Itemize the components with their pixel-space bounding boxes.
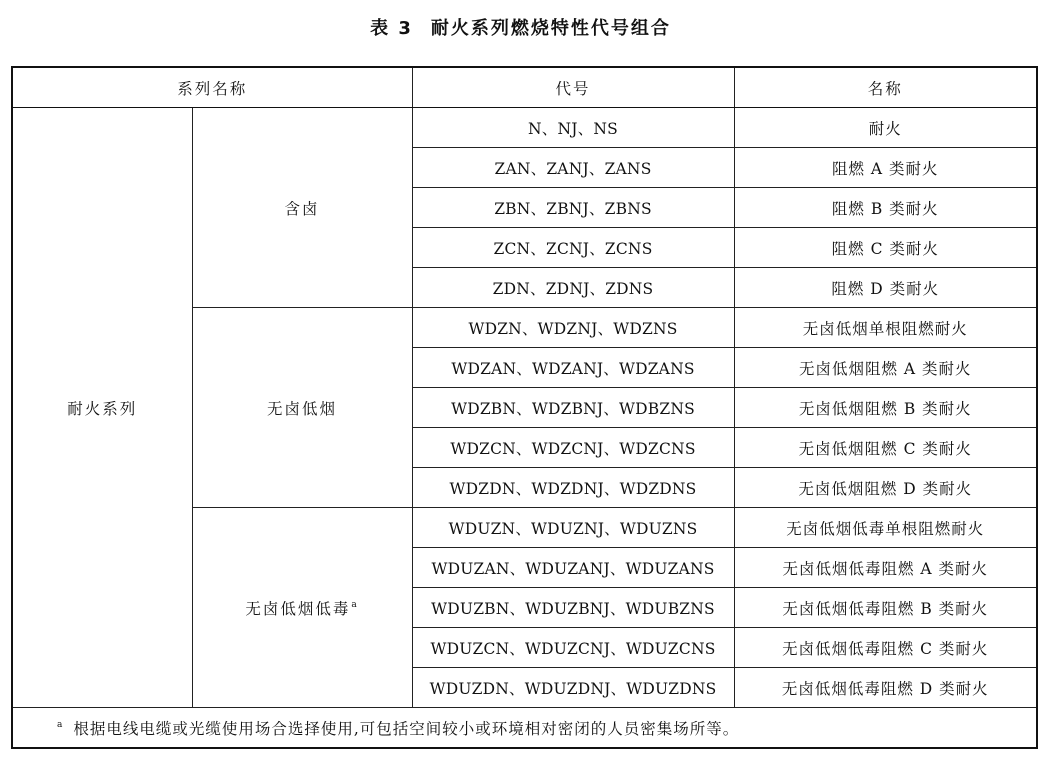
name-cell: 无卤低烟单根阻燃耐火	[734, 308, 1037, 348]
code-cell: ZDN、ZDNJ、ZDNS	[412, 268, 734, 308]
table-header-row	[12, 67, 1037, 108]
code-cell: WDZDN、WDZDNJ、WDZDNS	[412, 468, 734, 508]
header-series-name: 系列名称	[12, 67, 412, 108]
table-title	[0, 14, 1041, 40]
code-cell: WDZAN、WDZANJ、WDZANS	[412, 348, 734, 388]
code-cell: ZBN、ZBNJ、ZBNS	[412, 188, 734, 228]
code-cell: WDZN、WDZNJ、WDZNS	[412, 308, 734, 348]
code-cell: WDUZBN、WDUZBNJ、WDUBZNS	[412, 588, 734, 628]
footnote-marker: a	[351, 600, 359, 611]
group-cell	[192, 508, 412, 708]
code-cell: ZCN、ZCNJ、ZCNS	[412, 228, 734, 268]
group-cell	[192, 108, 412, 308]
header-code: 代号	[412, 67, 734, 108]
group-label: 无卤低烟低毒	[245, 599, 351, 618]
name-cell: 无卤低烟阻燃 A 类耐火	[734, 348, 1037, 388]
name-cell: 无卤低烟阻燃 D 类耐火	[734, 468, 1037, 508]
table-caption: 耐火系列燃烧特性代号组合	[430, 18, 671, 39]
footnote-cell	[12, 708, 1037, 749]
name-cell: 无卤低烟阻燃 C 类耐火	[734, 428, 1037, 468]
name-cell: 无卤低烟低毒阻燃 C 类耐火	[734, 628, 1037, 668]
name-cell: 阻燃 D 类耐火	[734, 268, 1037, 308]
name-cell: 无卤低烟低毒阻燃 A 类耐火	[734, 548, 1037, 588]
name-cell: 阻燃 A 类耐火	[734, 148, 1037, 188]
group-label: 无卤低烟	[267, 399, 338, 418]
series-cell: 耐火系列	[12, 108, 192, 708]
code-cell: N、NJ、NS	[412, 108, 734, 148]
group-cell	[192, 308, 412, 508]
name-cell: 无卤低烟低毒单根阻燃耐火	[734, 508, 1037, 548]
code-cell: WDUZDN、WDUZDNJ、WDUZDNS	[412, 668, 734, 708]
name-cell: 无卤低烟低毒阻燃 B 类耐火	[734, 588, 1037, 628]
footnote-row	[12, 708, 1037, 749]
footnote-mark: a	[57, 720, 64, 731]
code-cell: WDZBN、WDZBNJ、WDBZNS	[412, 388, 734, 428]
name-cell: 无卤低烟阻燃 B 类耐火	[734, 388, 1037, 428]
code-cell: WDZCN、WDZCNJ、WDZCNS	[412, 428, 734, 468]
name-cell: 耐火	[734, 108, 1037, 148]
name-cell: 阻燃 C 类耐火	[734, 228, 1037, 268]
name-cell: 阻燃 B 类耐火	[734, 188, 1037, 228]
code-cell: WDUZN、WDUZNJ、WDUZNS	[412, 508, 734, 548]
table-body	[12, 108, 1037, 708]
footnote-text: 根据电线电缆或光缆使用场合选择使用,可包括空间较小或环境相对密闭的人员密集场所等。	[73, 719, 740, 738]
code-cell: WDUZCN、WDUZCNJ、WDUZCNS	[412, 628, 734, 668]
name-cell: 无卤低烟低毒阻燃 D 类耐火	[734, 668, 1037, 708]
table-number: 表 3	[370, 18, 413, 39]
group-label: 含卤	[284, 199, 320, 218]
code-cell: ZAN、ZANJ、ZANS	[412, 148, 734, 188]
header-name: 名称	[734, 67, 1037, 108]
table-row	[12, 108, 1037, 148]
fire-resistance-code-table	[11, 66, 1038, 749]
code-cell: WDUZAN、WDUZANJ、WDUZANS	[412, 548, 734, 588]
